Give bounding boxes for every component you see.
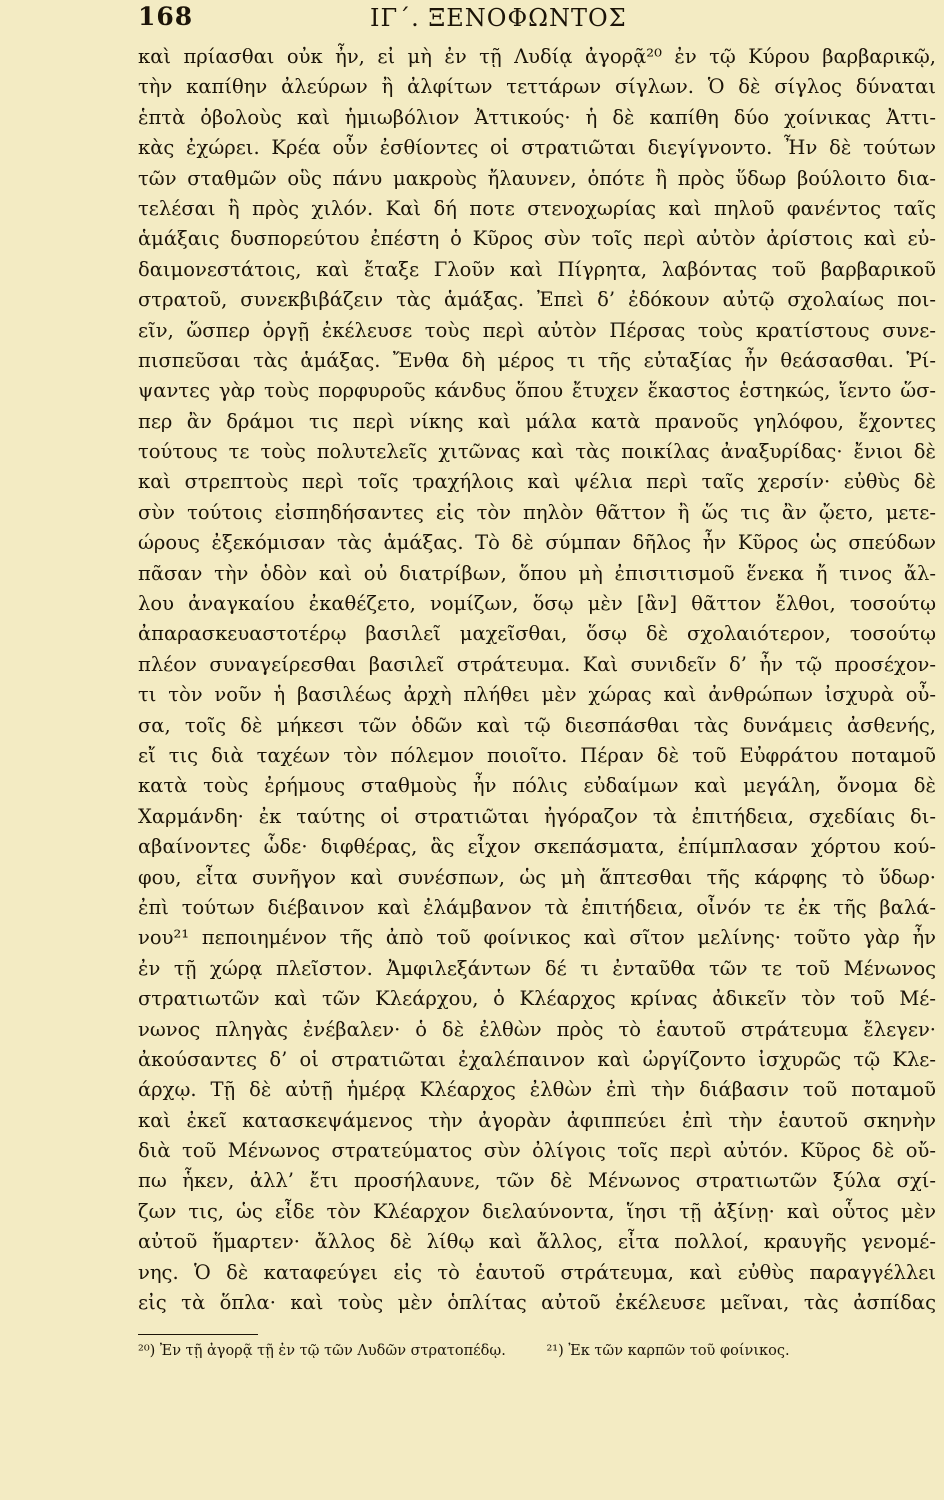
text-line: τελέσαι ἢ πρὸς χιλόν. Καὶ δή ποτε στενοχωρίας καὶ πηλοῦ φανέντος ταῖς xyxy=(138,196,936,220)
text-line: ζων τις, ὡς εἶδε τὸν Κλέαρχον διελαύνοντα, ἵησι τῇ ἀξίνῃ· καὶ οὗτος μὲν xyxy=(138,1199,936,1223)
text-line: πᾶσαν τὴν ὁδὸν καὶ οὐ διατρίβων, ὅπου μὴ ἐπισιτισμοῦ ἕνεκα ἤ τινος ἄλ- xyxy=(138,561,936,585)
text-line: πισπεῦσαι τὰς ἁμάξας. Ἔνθα δὴ μέρος τι τῆς εὐταξίας ἦν θεάσασθαι. Ῥί- xyxy=(138,348,936,372)
text-line: άρχῳ. Τῇ δὲ αὐτῇ ἡμέρᾳ Κλέαρχος ἐλθὼν ἐπὶ τὴν διάβασιν τοῦ ποταμοῦ xyxy=(138,1078,936,1102)
text-line: καὶ στρεπτοὺς περὶ τοῖς τραχήλοις καὶ ψέλια περὶ ταῖς χερσίν· εὐθὺς δὲ xyxy=(138,470,936,494)
text-line: αβαίνοντες ὧδε· διφθέρας, ἃς εἶχον σκεπάσματα, ἐπίμπλασαν χόρτου κού- xyxy=(138,835,936,859)
text-line: περ ἂν δράμοι τις περὶ νίκης καὶ μάλα κατὰ πρανοῦς γηλόφου, ἔχοντες xyxy=(138,409,936,433)
text-line: δαιμονεστάτοις, καὶ ἔταξε Γλοῦν καὶ Πίγρητα, λαβόντας τοῦ βαρβαρικοῦ xyxy=(138,257,936,281)
text-line: ἁμάξαις δυσπορεύτου ἐπέστη ὁ Κῦρος σὺν τοῖς περὶ αὐτὸν ἀρίστοις καὶ εὐ- xyxy=(138,227,936,251)
text-line: νης. Ὁ δὲ καταφεύγει εἰς τὸ ἑαυτοῦ στράτευμα, καὶ εὐθὺς παραγγέλλει xyxy=(138,1260,936,1284)
text-line: τὴν καπίθην ἀλεύρων ἢ ἀλφίτων τεττάρων σίγλων. Ὁ δὲ σίγλος δύναται xyxy=(138,75,936,99)
text-line: ἀπαρασκευαστοτέρῳ βασιλεῖ μαχεῖσθαι, ὅσῳ δὲ σχολαιότερον, τοσούτῳ xyxy=(138,622,936,646)
text-line: τῶν σταθμῶν οὓς πάνυ μακροὺς ἤλαυνεν, ὁπότε ἢ πρὸς ὕδωρ βούλοιτο δια- xyxy=(138,166,936,190)
running-head: ΙΓ΄. ΞΕΝΟΦΩΝΤΟΣ xyxy=(370,4,627,32)
text-line: νου²¹ πεποιημένον τῆς ἀπὸ τοῦ φοίνικος καὶ σῖτον μελίνης· τοῦτο γὰρ ἦν xyxy=(138,926,936,950)
text-line: εῖν, ὥσπερ ὀργῇ ἐκέλευσε τοὺς περὶ αὐτὸν Πέρσας τοὺς κρατίστους συνε- xyxy=(138,318,936,342)
text-line: Χαρμάνδη· ἐκ ταύτης οἱ στρατιῶται ἠγόραζον τὰ ἐπιτήδεια, σχεδίαις δι- xyxy=(138,804,936,828)
text-line: ἀκούσαντες δ’ οἱ στρατιῶται ἐχαλέπαινον καὶ ὠργίζοντο ἰσχυρῶς τῷ Κλε- xyxy=(138,1047,936,1071)
text-line: τι τὸν νοῦν ἡ βασιλέως ἀρχὴ πλήθει μὲν χώρας καὶ ἀνθρώπων ἰσχυρὰ οὖ- xyxy=(138,683,936,707)
text-line: πω ἧκεν, ἀλλ’ ἔτι προσήλαυνε, τῶν δὲ Μένωνος στρατιωτῶν ξύλα σχί- xyxy=(138,1169,936,1193)
text-line: στρατοῦ, συνεκβιβάζειν τὰς ἁμάξας. Ἐπεὶ δ’ ἐδόκουν αὐτῷ σχολαίως ποι- xyxy=(138,288,936,312)
page-number: 168 xyxy=(138,2,194,31)
text-line: καὶ ἐκεῖ κατασκεψάμενος τὴν ἀγορὰν ἀφιππεύει ἐπὶ τὴν ἑαυτοῦ σκηνὴν xyxy=(138,1108,936,1132)
body-text xyxy=(138,42,936,1349)
text-line: σα, τοῖς δὲ μήκεσι τῶν ὁδῶν καὶ τῷ διεσπάσθαι τὰς δυνάμεις ἀσθενής, xyxy=(138,713,936,737)
text-line: ἑπτὰ ὀβολοὺς καὶ ἡμιωβόλιον Ἀττικούς· ἡ δὲ καπίθη δύο χοίνικας Ἀττι- xyxy=(138,105,936,129)
text-line: τούτους τε τοὺς πολυτελεῖς χιτῶνας καὶ τὰς ποικίλας ἀναξυρίδας· ἔνιοι δὲ xyxy=(138,440,936,464)
text-line: ἐπὶ τούτων διέβαινον καὶ ἐλάμβανον τὰ ἐπιτήδεια, οἶνόν τε ἐκ τῆς βαλά- xyxy=(138,895,936,919)
text-line: σὺν τούτοις εἰσπηδήσαντες εἰς τὸν πηλὸν θᾶττον ἢ ὥς τις ἂν ᾤετο, μετε- xyxy=(138,500,936,524)
footnotes xyxy=(138,1343,936,1359)
text-line: λου ἀναγκαίου ἐκαθέζετο, νομίζων, ὅσῳ μὲν [ἂν] θᾶττον ἔλθοι, τοσούτῳ xyxy=(138,592,936,616)
footnote-rule xyxy=(138,1334,258,1335)
footnote-21: ²¹) Ἐκ τῶν καρπῶν τοῦ φοίνικος. xyxy=(546,1343,790,1359)
text-line: ώρους ἐξεκόμισαν τὰς ἁμάξας. Τὸ δὲ σύμπαν δῆλος ἦν Κῦρος ὡς σπεύδων xyxy=(138,531,936,555)
text-line: εἴ τις διὰ ταχέων τὸν πόλεμον ποιοῖτο. Πέραν δὲ τοῦ Εὐφράτου ποταμοῦ xyxy=(138,743,936,767)
text-line: εἰς τὰ ὅπλα· καὶ τοὺς μὲν ὁπλίτας αὐτοῦ ἐκέλευσε μεῖναι, τὰς ἀσπίδας xyxy=(138,1291,936,1315)
text-line: νωνος πληγὰς ἐνέβαλεν· ὁ δὲ ἐλθὼν πρὸς τὸ ἑαυτοῦ στράτευμα ἔλεγεν· xyxy=(138,1017,936,1041)
text-line: αὐτοῦ ἥμαρτεν· ἄλλος δὲ λίθῳ καὶ ἄλλος, εἶτα πολλοί, κραυγῆς γενομέ- xyxy=(138,1230,936,1254)
text-line: φου, εἶτα συνῆγον καὶ συνέσπων, ὡς μὴ ἅπτεσθαι τῆς κάρφης τὸ ὕδωρ· xyxy=(138,865,936,889)
text-line: πλέον συναγείρεσθαι βασιλεῖ στράτευμα. Καὶ συνιδεῖν δ’ ἦν τῷ προσέχον- xyxy=(138,652,936,676)
text-line: ψαντες γὰρ τοὺς πορφυροῦς κάνδυς ὅπου ἔτυχεν ἕκαστος ἑστηκώς, ἵεντο ὥσ- xyxy=(138,379,936,403)
footnote-20: ²⁰) Ἐν τῇ ἀγορᾷ τῇ ἐν τῷ τῶν Λυδῶν στρατοπέδῳ. xyxy=(138,1343,506,1359)
text-line: ἐν τῇ χώρᾳ πλεῖστον. Ἀμφιλεξάντων δέ τι ἐνταῦθα τῶν τε τοῦ Μένωνος xyxy=(138,956,936,980)
text-line: στρατιωτῶν καὶ τῶν Κλεάρχου, ὁ Κλέαρχος κρίνας ἀδικεῖν τὸν τοῦ Μέ- xyxy=(138,987,936,1011)
text-line: καὶ πρίασθαι οὐκ ἦν, εἰ μὴ ἐν τῇ Λυδίᾳ ἀγορᾷ²⁰ ἐν τῷ Κύρου βαρβαρικῷ, xyxy=(138,45,936,68)
page-header xyxy=(0,0,944,38)
text-line: κατὰ τοὺς ἐρήμους σταθμοὺς ἦν πόλις εὐδαίμων καὶ μεγάλη, ὄνομα δὲ xyxy=(138,774,936,798)
text-line: διὰ τοῦ Μένωνος στρατεύματος σὺν ὀλίγοις τοῖς περὶ αὐτόν. Κῦρος δὲ οὔ- xyxy=(138,1139,936,1163)
text-line: κὰς ἐχώρει. Κρέα οὖν ἐσθίοντες οἱ στρατιῶται διεγίγνοντο. Ἦν δὲ τούτων xyxy=(138,136,936,160)
